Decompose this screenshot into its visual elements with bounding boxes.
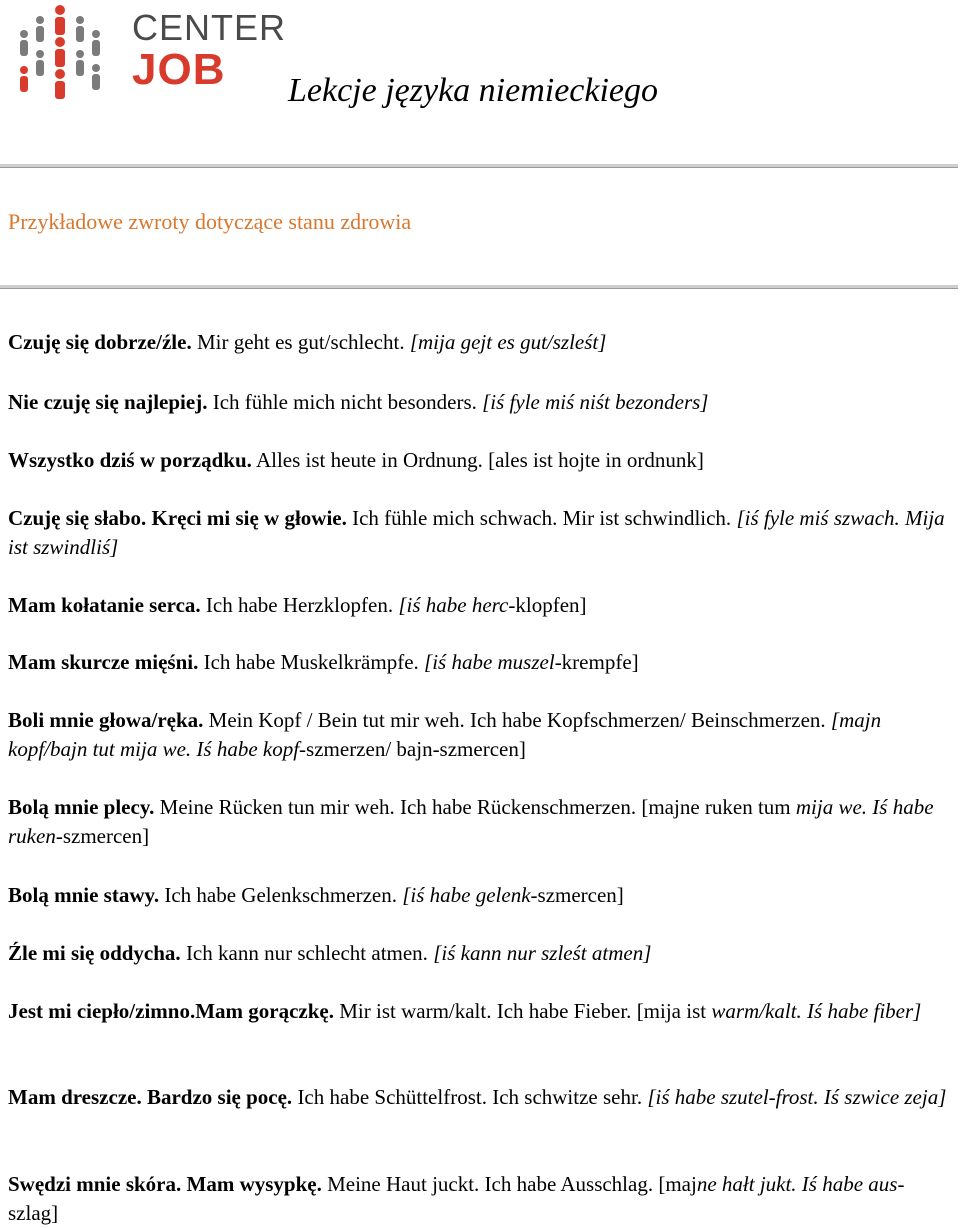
phrase-item: Czuję się słabo. Kręci mi się w głowie. Ich fühle mich schwach. Mir ist schwindlich. [iś fyle miś szwach. Mija ist szwindliś] bbox=[8, 506, 945, 559]
phrase-item: Nie czuję się najlepiej. Ich fühle mich nicht besonders. [iś fyle miś niśt bezonders] bbox=[8, 390, 709, 414]
phrase-item: Swędzi mnie skóra. Mam wysypkę. Meine Haut juckt. Ich habe Ausschlag. [majne hałt jukt. Iś habe aus-szlag] bbox=[8, 1172, 905, 1225]
divider bbox=[0, 164, 958, 168]
people-icon bbox=[12, 4, 122, 104]
phrase-item: Czuję się dobrze/źle. Mir geht es gut/schlecht. [mija gejt es gut/szleśt] bbox=[8, 330, 607, 354]
phrase-item: Boli mnie głowa/ręka. Mein Kopf / Bein tut mir weh. Ich habe Kopfschmerzen/ Beinschmerzen. [majn kopf/bajn tut mija we. Iś habe kopf-szmerzen/ bajn-szmercen] bbox=[8, 708, 882, 761]
logo-text-center: CENTER bbox=[132, 7, 287, 48]
phrase-item: Mam skurcze mięśni. Ich habe Muskelkrämpfe. [iś habe muszel-krempfe] bbox=[8, 650, 639, 674]
divider bbox=[0, 285, 958, 289]
phrase-item: Jest mi ciepło/zimno.Mam gorączkę. Mir ist warm/kalt. Ich habe Fieber. [mija ist warm/kalt. Iś habe fiber] bbox=[8, 999, 922, 1023]
phrase-item: Źle mi się oddycha. Ich kann nur schlecht atmen. [iś kann nur szleśt atmen] bbox=[8, 941, 652, 965]
phrase-item: Mam dreszcze. Bardzo się pocę. Ich habe Schüttelfrost. Ich schwitze sehr. [iś habe szutel-frost. Iś szwice zeja] bbox=[8, 1085, 947, 1109]
center-job-logo bbox=[12, 4, 287, 104]
document-title: Lekcje języka niemieckiego bbox=[288, 72, 659, 109]
section-heading: Przykładowe zwroty dotyczące stanu zdrowia bbox=[8, 209, 412, 234]
phrase-item: Mam kołatanie serca. Ich habe Herzklopfen. [iś habe herc-klopfen] bbox=[8, 593, 587, 617]
phrase-item: Bolą mnie plecy. Meine Rücken tun mir weh. Ich habe Rückenschmerzen. [majne ruken tum mija we. Iś habe ruken-szmercen] bbox=[8, 795, 934, 848]
phrase-item: Wszystko dziś w porządku. Alles ist heute in Ordnung. [ales ist hojte in ordnunk] bbox=[8, 448, 704, 472]
logo-text-job: JOB bbox=[132, 45, 226, 94]
phrase-item: Bolą mnie stawy. Ich habe Gelenkschmerzen. [iś habe gelenk-szmercen] bbox=[8, 883, 624, 907]
